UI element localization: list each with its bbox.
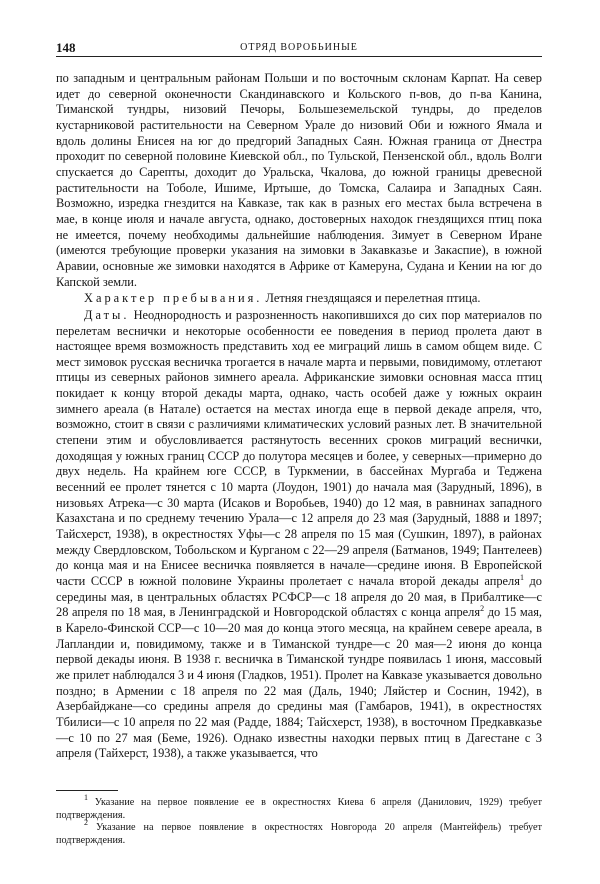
footnote-ref-2: 2 xyxy=(480,604,485,614)
footnote-ref-1: 1 xyxy=(519,573,524,582)
residence-text: Летняя гнездящаяся и перелетная птица. xyxy=(262,291,481,306)
page xyxy=(56,40,542,762)
dates-text-part-1: Неоднородность и разрозненность накопившихся до сих пор материалов по перелетам веснички и некоторые особенности ее поведения в период пролета дают в настоящее время возможность представить ход ее миграций лишь в самом общем виде. С мест зимовок русская весничка трогается в начале марта и первыми, повидимому, отлетают птицы из северных районов зимнего ареала. Африканские зимовки основная масса птиц покидает к концу второй декады марта, однако, часть особей даже у южных окраин зимнего ареала (в Натале) остается на местах иногда еще в первой декаде апреля, что, возможно, стоит в связи с различиями климатических условий разных лет. В значительной степени этим и обусловливается растянутость весенних сроков миграций веснички, доходящая у южных границ СССР до полутора месяцев и более, у северных—примерно до двух недель. На крайнем юге СССР, в Туркмении, в бассейнах Мургаба и Теджена весенний ее пролет тянется с 10 марта (Лоудон, 1901) до начала мая (Зарудный, 1896), в низовьях Атрека—с 30 марта (Исаков и Воробьев, 1940) до 12 мая, в равнинах западного Казахстана и по среднему течению Урала—с 12 апреля до 23 мая (Зарудный, 1888 и 1897; Тайсхерст, 1938), в окрестностях Уфы—с 28 апреля по 15 мая (Сушкин, 1897), в районах между Свердловском, Тобольском и Курганом с 22—29 апреля (Батманов, 1949; Пантелеев) до конца мая и на Енисее весничка появляется в начале—средине июня. В Европейской части СССР в южной половине Украины пролетает с начала второй декады апреля xyxy=(56,307,542,588)
footnote-text-1: Указание на первое появление ее в окрестностях Киева 6 апреля (Данилович, 1929) требует подтверждения. xyxy=(56,797,542,821)
footnote-1 xyxy=(56,793,542,822)
footnote-2 xyxy=(56,818,542,847)
running-title: ОТРЯД ВОРОБЬИНЫЕ xyxy=(240,42,358,53)
dates-text-part-2: до середины мая, в центральных областях РСФСР—с 18 апреля до 20 мая, в Прибалтике—с 28 апреля по 18 мая, в Ленинградской и Новгородской областях с конца апреля xyxy=(56,574,542,620)
page-header xyxy=(56,40,542,57)
page-number: 148 xyxy=(56,40,76,55)
paragraph-dates xyxy=(56,308,542,762)
section-label-dates: Даты. xyxy=(84,307,130,322)
footnote-mark-2: 2 xyxy=(84,818,88,828)
footnotes xyxy=(56,793,542,847)
footnote-mark-1: 1 xyxy=(84,793,88,802)
paragraph-residence xyxy=(56,291,542,307)
footnote-divider xyxy=(56,790,118,791)
paragraph-range: по западным и центральным районам Польши и по восточным склонам Карпат. На север идет до северной оконечности Скандинавского и Кольского п-вов, до п-ва Канина, Тиманской тундры, низовий Печоры, Большеземельской тундры, до пределов кустарниковой растительности на Северном Урале до низовий Оби и южного Ямала и вдоль долины Енисея на юг до предгорий Западных Саян. Южная граница от Днестра проходит по северной половине Киевской обл., по Тульской, Пензенской обл., вдоль Волги спускается до Сарепты, доходит до Уральска, Чкалова, до южной границы древесной растительности на Тоболе, Ишиме, Иртыше, до Томска, Салаира и Западных Саян. Возможно, изредка гнездится на Кавказе, так как в разных его местах была встречена в мае, в конце июля и начале августа, однако, достоверных находок гнездящихся птиц пока не имеется, почему необходимы дальнейшие наблюдения. Зимует в Северном Иране (имеются требующие проверки указания на зимовки в Закавказье и Закаспие), в южной Аравии, основные же зимовки находятся в Африке от Камеруна, Судана и Кении на юг до Капской земли. xyxy=(56,71,542,289)
section-label-residence: Характер пребывания. xyxy=(84,291,263,306)
body-text xyxy=(56,71,542,762)
dates-text-part-3: до 15 мая, в Карело-Финской ССР—с 10—20 мая до конца этого месяца, на крайнем севере ареала, в Лапландии и, повидимому, также и в Тиманской тундре—с 20 мая—2 июня до конца первой декады июня. В 1938 г. весничка в Тиманской тундре появилась 1 июня, массовый же прилет наблюдался 3 и 4 июня (Гладков, 1951). Пролет на Кавказе указывается довольно поздно; в Армении с 18 апреля по 22 мая (Даль, 1940; Ляйстер и Соснин, 1942), в Азербайджане—со средины апреля до средины мая (Гамбаров, 1941), в окрестностях Тбилиси—с 10 апреля по 22 мая (Радде, 1884; Тайсхерст, 1938), в восточном Предкавказье—с 10 по 27 мая (Беме, 1926). Однако известны находки первых птиц в Дагестане с 3 апреля (Тайхерст, 1938), а также указывается, что xyxy=(56,605,542,761)
footnote-text-2: Указание на первое появление в окрестностях Новгорода 20 апреля (Мантейфель) требует подтверждения. xyxy=(56,822,542,846)
